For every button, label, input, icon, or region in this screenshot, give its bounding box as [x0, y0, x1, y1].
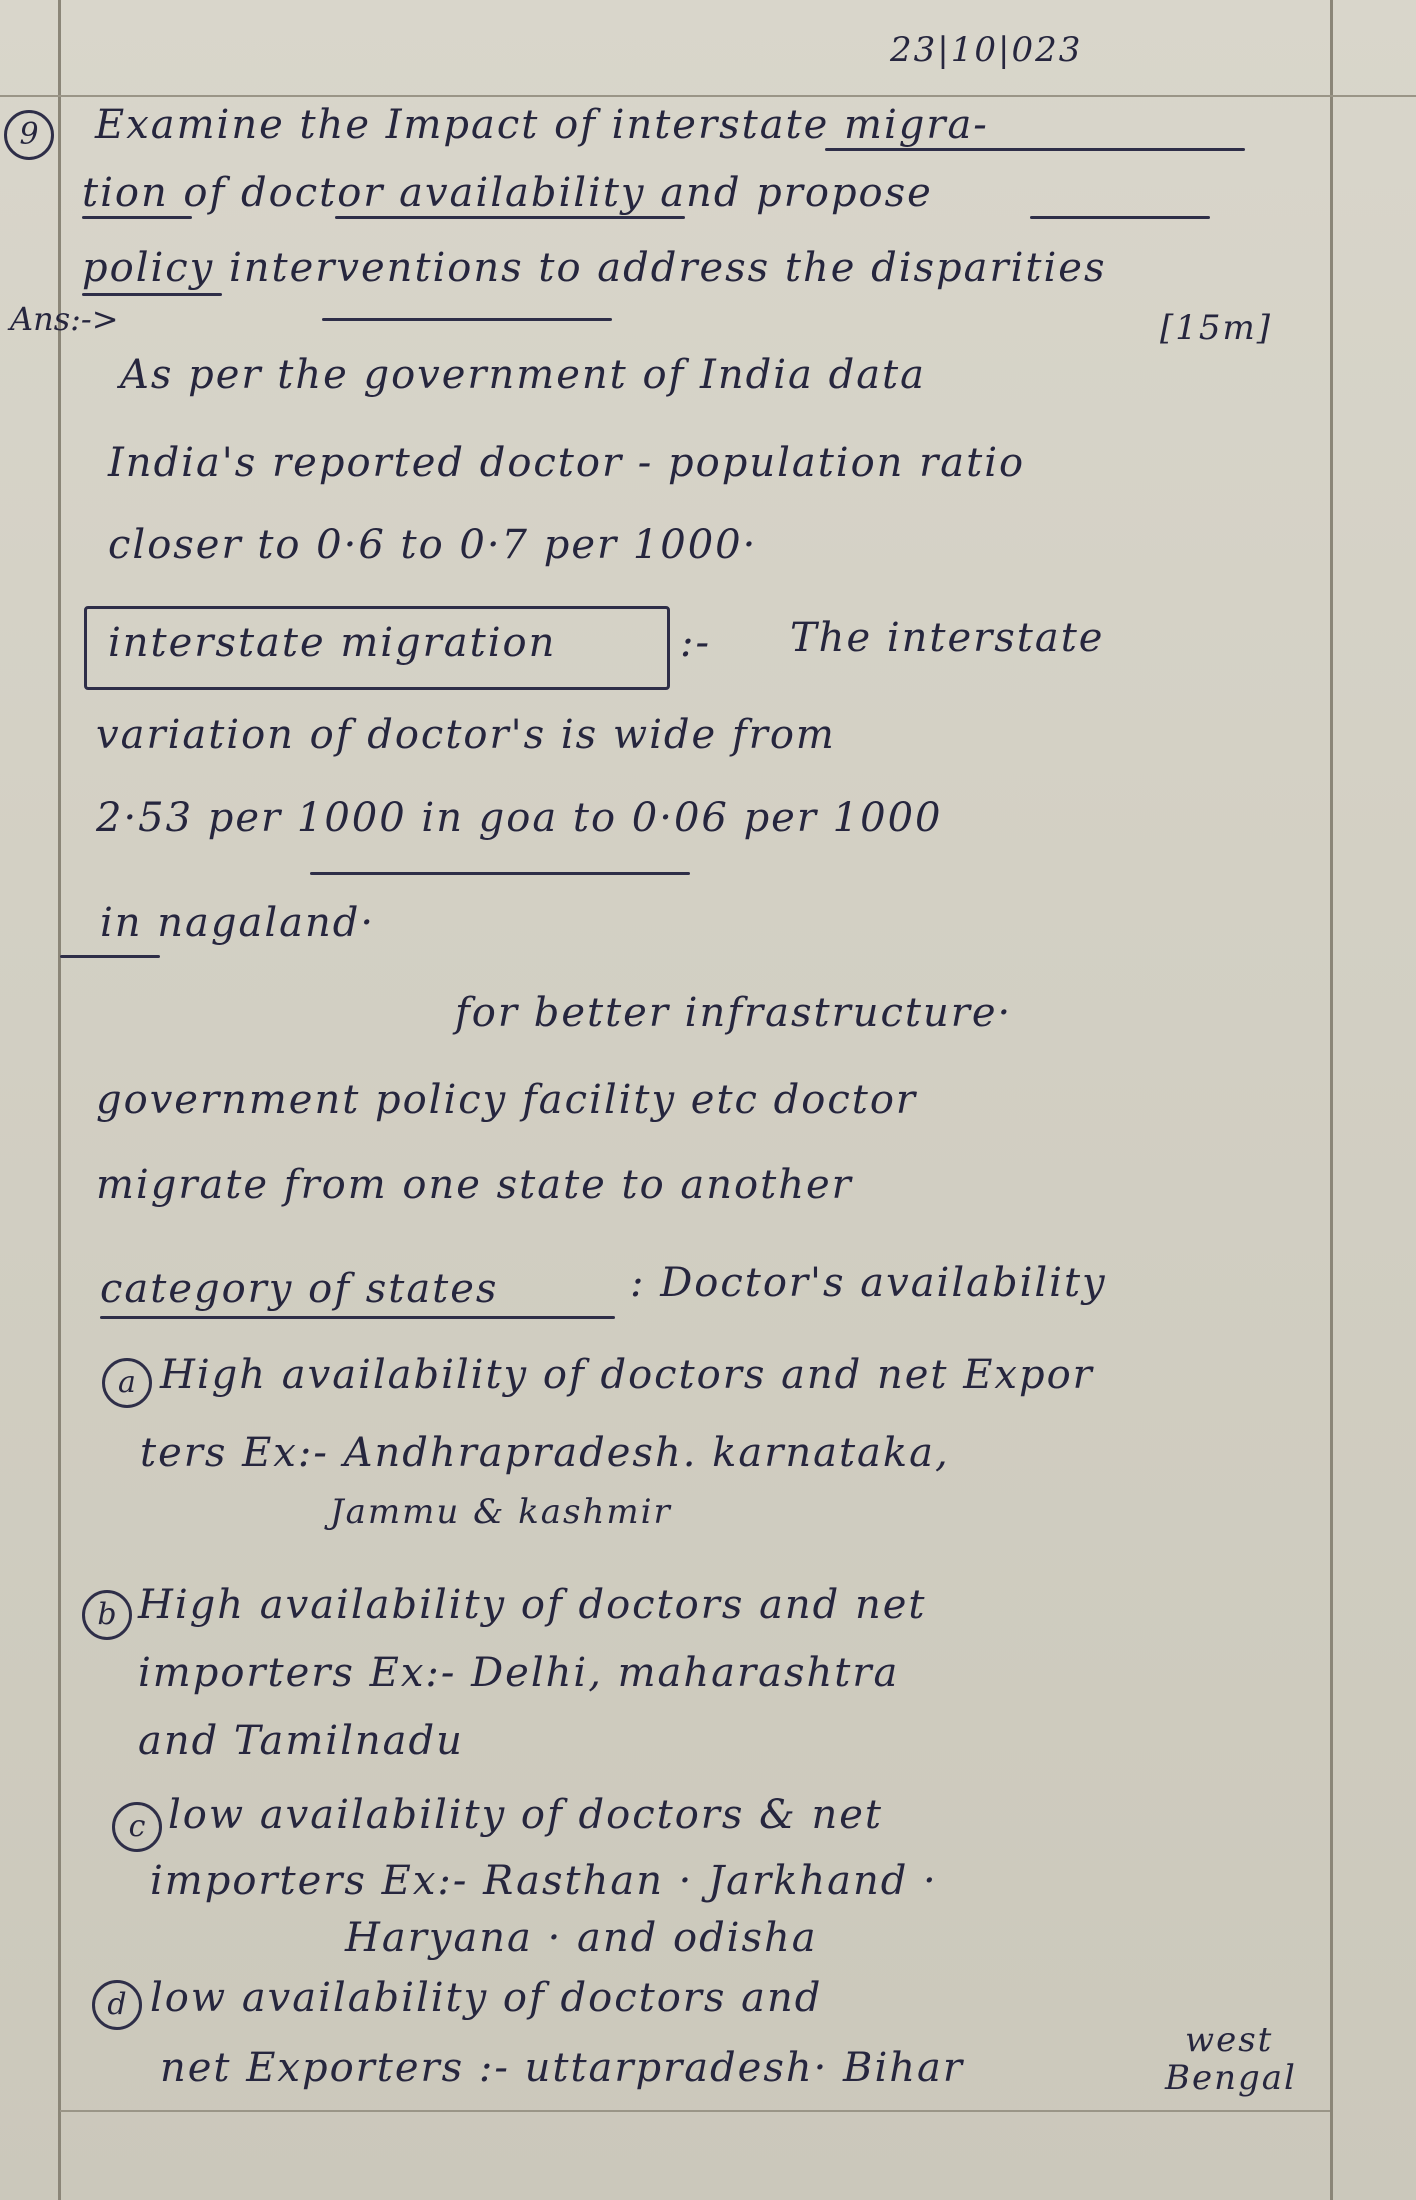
answer-intro-line-3: closer to 0·6 to 0·7 per 1000·	[108, 522, 758, 568]
item-d-extra-1: west	[1185, 2020, 1274, 2060]
date-text: 23|10|023	[890, 30, 1083, 70]
item-a-line-1: High availability of doctors and net Expor	[160, 1352, 1094, 1398]
underline-policy	[82, 293, 222, 296]
marks-text: [15m]	[1160, 308, 1273, 348]
question-line-2: tion of doctor availability and propose	[82, 170, 933, 216]
item-c-line-1: low availability of doctors & net	[168, 1792, 883, 1838]
header-rule	[0, 95, 1416, 97]
item-d-extra-2: Bengal	[1165, 2058, 1297, 2098]
question-line-3: policy interventions to address the disparities	[82, 245, 1107, 291]
marker-a: a	[102, 1358, 152, 1408]
item-a-line-2: ters Ex:- Andhrapradesh. karnataka,	[140, 1430, 950, 1476]
item-c-line-3: Haryana · and odisha	[345, 1915, 818, 1961]
item-d-line-1: low availability of doctors and	[150, 1975, 823, 2021]
item-b-line-1: High availability of doctors and net	[138, 1582, 927, 1628]
question-line-1: Examine the Impact of interstate migra-	[95, 102, 989, 148]
underline-interventions	[322, 318, 612, 321]
section1-line-6: government policy facility etc doctor	[96, 1077, 918, 1123]
section1-line-7: migrate from one state to another	[96, 1162, 853, 1208]
item-a-line-3: Jammu & kashmir	[330, 1492, 672, 1532]
section2-heading: category of states	[100, 1266, 499, 1312]
bottom-rule	[60, 2110, 1330, 2112]
marker-b: b	[82, 1590, 132, 1640]
section1-line-2: variation of doctor's is wide from	[96, 712, 836, 758]
question-number: 9	[4, 110, 54, 160]
section1-line-4: in nagaland·	[100, 900, 376, 946]
section1-line-3: 2·53 per 1000 in goa to 0·06 per 1000	[96, 795, 943, 841]
section1-line-1: The interstate	[790, 615, 1105, 661]
section2-heading-rest: : Doctor's availability	[630, 1260, 1107, 1306]
underline-in	[60, 955, 160, 958]
answer-label: Ans:->	[10, 300, 119, 338]
underline-propose	[1030, 216, 1210, 219]
item-c-line-2: importers Ex:- Rasthan · Jarkhand ·	[150, 1858, 938, 1904]
underline-availability	[335, 216, 685, 219]
underline-interstate	[825, 148, 1245, 151]
underline-goa	[310, 872, 690, 875]
margin-rule-right	[1330, 0, 1333, 2200]
answer-intro-line-1: As per the government of India data	[120, 352, 926, 398]
item-d-line-2: net Exporters :- uttarpradesh· Bihar	[160, 2045, 964, 2091]
section1-line-5: for better infrastructure·	[455, 990, 1013, 1036]
underline-category	[100, 1316, 615, 1319]
item-b-line-2: importers Ex:- Delhi, maharashtra	[138, 1650, 900, 1696]
section1-heading: interstate migration	[108, 620, 557, 666]
answer-intro-line-2: India's reported doctor - population ratio	[108, 440, 1026, 486]
item-b-line-3: and Tamilnadu	[138, 1718, 464, 1764]
underline-migration	[82, 216, 192, 219]
marker-d: d	[92, 1980, 142, 2030]
section1-colon: :-	[680, 620, 711, 666]
marker-c: c	[112, 1802, 162, 1852]
